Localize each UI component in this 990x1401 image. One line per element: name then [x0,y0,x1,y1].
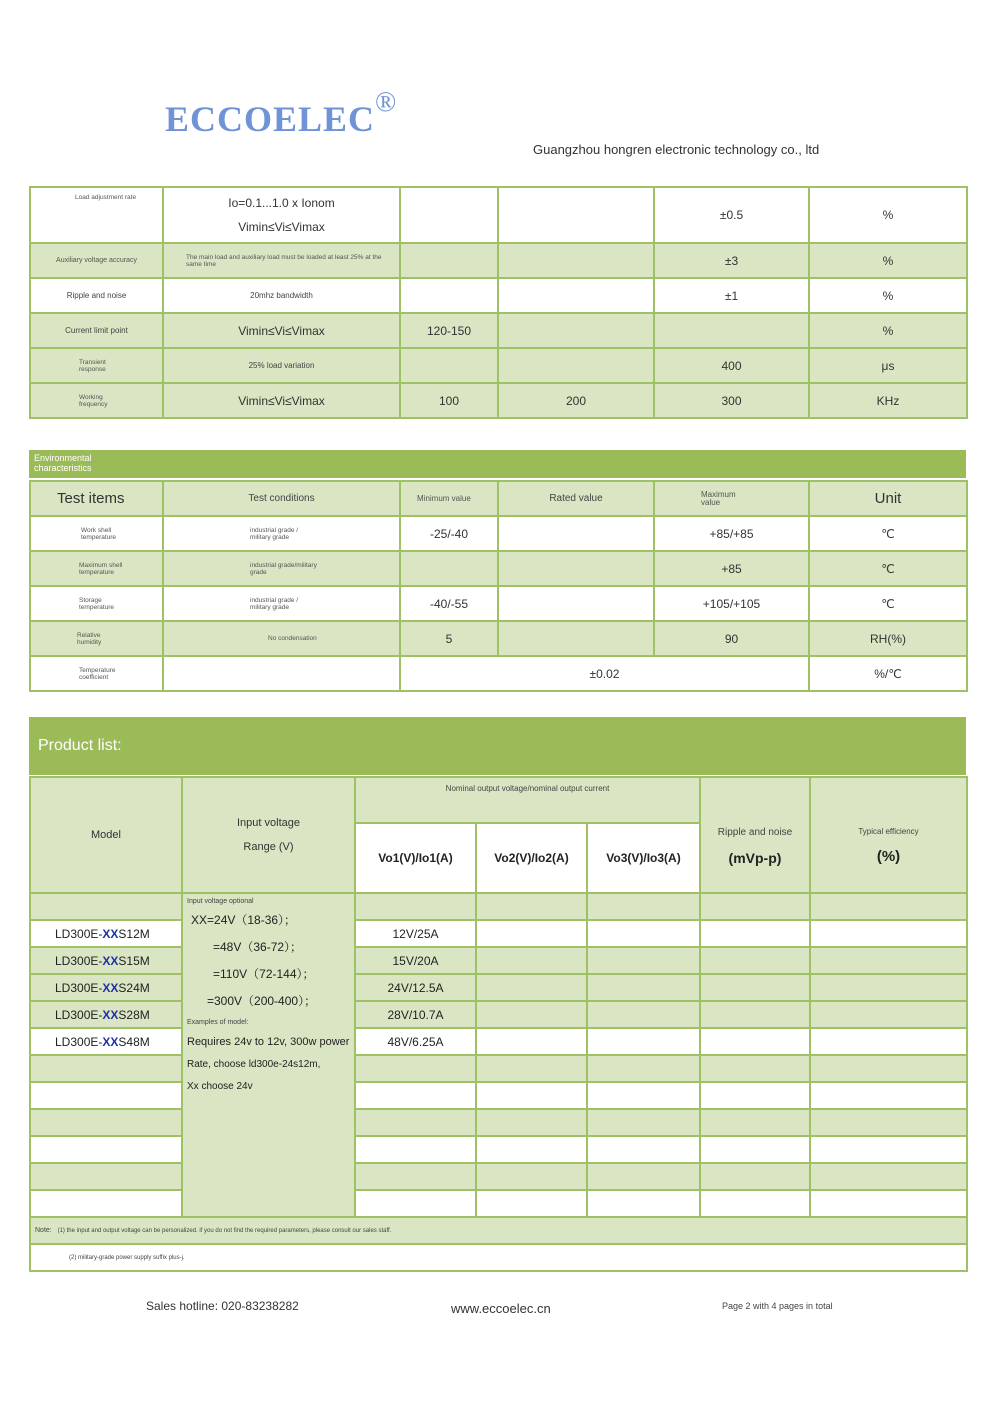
spec-min [400,348,498,383]
env-min: 5 [400,621,498,656]
product-row [30,920,967,947]
product-vo1: 28V/10.7A [355,1001,476,1028]
spec-item: Ripple and noise [66,291,127,300]
env-title: Environmental characteristics [34,453,92,473]
env-condition: industrial grade/military grade [250,561,317,576]
product-header-row [30,777,967,823]
env-item: Work shell temperature [81,526,117,541]
env-condition: industrial grade / military grade [250,526,299,541]
spec-row [30,383,967,418]
note-1: (1) the input and output voltage can be personalized. if you do not find the required parameters, please consult our sales staff. [57,1228,392,1234]
model-suffix: S12M [118,926,150,941]
model-xx: XX [102,980,119,995]
spec-rated [498,243,654,278]
product-list-header [29,717,966,775]
model-prefix: LD300E- [55,926,103,941]
empty-row [30,1082,967,1109]
spec-unit: μs [809,348,967,383]
spec-min [400,187,498,243]
product-row [30,974,967,1001]
header-efficiency-unit: (%) [876,848,901,865]
spec-rated [498,187,654,243]
website-link[interactable]: www.eccoelec.cn [451,1301,551,1316]
env-unit: ℃ [809,551,967,586]
spec-max [654,313,809,348]
model-xx: XX [102,1034,119,1049]
spec-max: 300 [654,383,809,418]
input-optional-label: Input voltage optional [187,898,254,905]
model-prefix: LD300E- [55,1007,103,1022]
env-unit: ℃ [809,586,967,621]
company-logo [165,87,398,140]
note-2: (2) military-grade power supply suffix plus-j. [30,1244,967,1271]
env-condition [163,656,400,691]
product-list-title: Product list: [38,737,122,754]
spec-item: Working frequency [79,393,108,408]
spec-row [30,348,967,383]
spec-item: Transient response [79,358,106,373]
input-option: =300V（200-400）； [207,994,317,1008]
spec-condition: 25% load variation [163,348,400,383]
env-max: +105/+105 [654,586,809,621]
spec-min: 100 [400,383,498,418]
input-options-cell [182,893,355,1217]
spec-condition: Vimin≤Vi≤Vimax [163,313,400,348]
env-header-condition: Test conditions [163,481,400,516]
env-item: Relative humidity [77,631,102,646]
env-row [30,551,967,586]
page-indicator: Page 2 with 4 pages in total [722,1301,833,1311]
header-ripple: Ripple and noise [717,826,793,838]
env-row [30,586,967,621]
env-row [30,516,967,551]
env-max: +85/+85 [654,516,809,551]
input-option: =110V（72-144）； [213,967,315,981]
env-section-header [29,450,966,478]
spec-max: ±3 [654,243,809,278]
spec-unit: KHz [809,383,967,418]
model-prefix: LD300E- [55,953,103,968]
spec-row [30,243,967,278]
spec-condition: 20mhz bandwidth [163,278,400,313]
header-nominal: Nominal output voltage/nominal output current [355,777,700,823]
note-label: Note: [35,1227,52,1234]
model-xx: XX [102,926,119,941]
spec-min [400,278,498,313]
spec-condition: The main load and auxiliary load must be loaded at least 25% at the same time [186,253,382,268]
spec-unit: % [809,313,967,348]
empty-row [30,1163,967,1190]
env-condition: No condensation [268,635,317,642]
env-header-unit: Unit [809,481,967,516]
model-prefix: LD300E- [55,980,103,995]
spec-condition: Io=0.1...1.0 x Ionom [228,196,335,210]
env-row [30,621,967,656]
example-line: Rate, choose ld300e-24s12m, [187,1059,321,1070]
env-rated [498,551,654,586]
spec-max: ±1 [654,278,809,313]
spec-min: 120-150 [400,313,498,348]
product-row [30,947,967,974]
env-rated [498,586,654,621]
header-model: Model [30,777,182,893]
spec-unit: % [809,278,967,313]
spec-condition-2: Vimin≤Vi≤Vimax [238,220,325,234]
registered-mark: ® [375,87,398,118]
env-rated [498,516,654,551]
model-prefix: LD300E- [55,1034,103,1049]
env-unit: RH(%) [809,621,967,656]
env-min: -25/-40 [400,516,498,551]
env-unit: %/℃ [809,656,967,691]
header-range: Range (V) [243,841,294,853]
spec-min [400,243,498,278]
example-line: Xx choose 24v [187,1081,253,1092]
spec-item: Current limit point [65,326,128,335]
example-line: Requires 24v to 12v, 300w power [187,1036,350,1048]
model-suffix: S15M [118,953,150,968]
logo-text: ECCOELEC [165,99,376,139]
env-unit: ℃ [809,516,967,551]
spec-item: Load adjustment rate [75,194,137,201]
spec-rated [498,278,654,313]
env-min [400,551,498,586]
product-vo1: 48V/6.25A [355,1028,476,1055]
env-max: +85 [654,551,809,586]
spec-condition: Vimin≤Vi≤Vimax [163,383,400,418]
env-min: -40/-55 [400,586,498,621]
empty-row [30,1136,967,1163]
spec-item: Auxiliary voltage accuracy [56,256,137,264]
sales-hotline: Sales hotline: 020-83238282 [146,1299,299,1313]
spec-row [30,313,967,348]
spec-unit: % [809,187,967,243]
input-option: =48V（36-72）； [213,940,303,954]
note-row [30,1244,967,1271]
spec-rated [498,348,654,383]
model-suffix: S24M [118,980,150,995]
examples-label: Examples of model: [187,1019,249,1026]
product-row [30,1028,967,1055]
header-input-voltage: Input voltage [237,817,300,829]
spec-row [30,187,967,243]
spec-unit: % [809,243,967,278]
company-name: Guangzhou hongren electronic technology co., ltd [533,142,820,157]
env-condition: industrial grade / military grade [250,596,299,611]
model-xx: XX [102,1007,119,1022]
env-header-row [30,481,967,516]
header-vo3: Vo3(V)/Io3(A) [587,823,700,893]
product-vo1: 24V/12.5A [355,974,476,1001]
product-vo1: 15V/20A [355,947,476,974]
spec-row [30,278,967,313]
model-xx: XX [102,953,119,968]
env-item: Temperature coefficient [79,666,116,681]
spec-rated: 200 [498,383,654,418]
env-rated [498,621,654,656]
env-table [29,480,968,692]
header-vo2: Vo2(V)/Io2(A) [476,823,587,893]
env-header-min: Minimum value [417,493,471,503]
spec-max: ±0.5 [654,187,809,243]
input-option: XX=24V（18-36）； [191,913,297,927]
env-header-rated: Rated value [498,481,654,516]
env-max: 90 [654,621,809,656]
header-efficiency: Typical efficiency [858,827,919,836]
product-vo1: 12V/25A [355,920,476,947]
model-suffix: S48M [118,1034,150,1049]
env-item: Storage temperature [79,596,115,611]
env-header-max: Maximum value [701,489,736,507]
spec-rated [498,313,654,348]
header-vo1: Vo1(V)/Io1(A) [355,823,476,893]
env-span-value: ±0.02 [400,656,809,691]
spec-max: 400 [654,348,809,383]
spec-table [29,186,968,419]
header-ripple-unit: (mVp-p) [728,849,782,866]
product-table [29,776,968,1272]
env-header-item: Test items [30,481,163,516]
product-row [30,1001,967,1028]
note-row [30,1217,967,1244]
env-row [30,656,967,691]
empty-row [30,1190,967,1217]
product-subheader-row [30,893,967,920]
empty-row [30,1055,967,1082]
model-suffix: S28M [118,1007,150,1022]
empty-row [30,1109,967,1136]
env-item: Maximum shell temperature [79,561,123,576]
